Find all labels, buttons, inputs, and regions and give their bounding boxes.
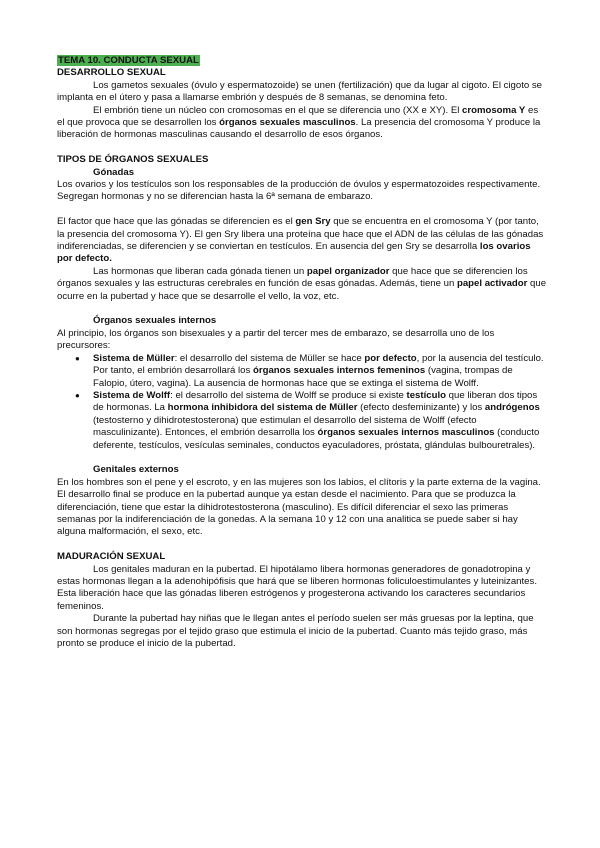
section-heading-maduracion: MADURACIÓN SEXUAL — [57, 551, 166, 563]
paragraph: El factor que hace que las gónadas se diferencien es el gen Sry que se encuentra en el cromosoma Y (por tanto, la presencia del cromosoma Y). El gen Sry libera una proteína que hace que el ADN de las células de las gónadas indiferenciadas, se diferencien y se conviertan en testículos. En ausencia del gen Sry se desarrolla los ovarios por defecto. — [57, 216, 544, 265]
subheading-externos: Genitales externos — [93, 464, 179, 476]
section-heading-tipos: TIPOS DE ÓRGANOS SEXUALES — [57, 154, 209, 166]
list-item: ● Sistema de Wolff: el desarrollo del sistema de Wolff se produce si existe testículo que liberan dos tipos de hormonas. La hormona inhibidora del sistema de Müller (efecto desfeminizante) y los andrógenos (testosterno y dihidrotestosterona) que estimulan el desarrollo del sistema de Wolff (efecto masculinizante). Entonces, el embrión desarrolla los órganos sexuales internos masculinos (conducto deferente, testículos, vesículas seminales, conductos eyaculadores, próstata, glándulas bulbouretrales). — [93, 390, 547, 452]
list-item: ● Sistema de Müller: el desarrollo del sistema de Müller se hace por defecto, por la ausencia del testículo. Por tanto, el embrión desarrollará los órganos sexuales internos femeninos (vagina, trompas de Falopio, útero, vagina). La ausencia de hormonas hace que se extinga el sistema de Wolff. — [93, 353, 547, 390]
subheading-gonadas: Gónadas — [93, 166, 135, 178]
bullet-list — [57, 353, 547, 452]
paragraph: Los genitales maduran en la pubertad. El hipotálamo libera hormonas generadores de gonadotropina y estas hormonas llegan a la adenohipófisis que hará que se liberen hormonas foliculoestimulantes y luteinizantes. Esta liberación hace que las gónadas liberen estrógenos y progesterona activando los caracteres secundarios femeninos. — [57, 563, 537, 612]
paragraph: Al principio, los órganos son bisexuales y a partir del tercer mes de embarazo, se desarrolla uno de los precursores: — [57, 327, 495, 352]
subheading-internos: Órganos sexuales internos — [93, 315, 217, 327]
paragraph: Las hormonas que liberan cada gónada tienen un papel organizador que hace que se diferencien los órganos sexuales y las estructuras cerebrales en función de esas gónadas. Además, tiene un papel activador que ocurre en la pubertad y hace que se desarrolle el vello, la voz, etc. — [57, 265, 547, 302]
paragraph: El embrión tiene un núcleo con cromosomas en el que se diferencia uno (XX e XY). El cromosoma Y es el que provoca que se desarrollen los órganos sexuales masculinos. La presencia del cromosoma Y produce la liberación de hormonas masculinas causando el desarrollo de esos órganos. — [57, 104, 541, 141]
document-page — [57, 55, 547, 650]
paragraph: Los ovarios y los testículos son los responsables de la producción de óvulos y espermatozoides respectivamente. Segregan hormonas y no se diferencian hasta la 6ª semana de embarazo. — [57, 179, 541, 203]
paragraph: Durante la pubertad hay niñas que le llegan antes el período suelen ser más gruesas por la leptina, que son hormonas segregas por el tejido graso que estimula el inicio de la pubertad. Cuanto más tejido graso, más pronto se produce el inicio de la pubertad. — [57, 613, 534, 650]
paragraph: En los hombres son el pene y el escroto, y en las mujeres son los labios, el clítoris y la parte externa de la vagina. El desarrollo final se produce en la pubertad aunque ya estan desde el nacimiento. Para que se produzca la diferenciación, tiene que estar la dihidrotestosterona (masculino). Es difícil diferenciar el sexo las primeras semanas por la indiferenciación de la gonedas. A la semana 10 y 12 con una analitica se puede saber si hay alguna malformación, el sexo, etc. — [57, 476, 541, 538]
document-title: TEMA 10. CONDUCTA SEXUAL — [58, 55, 199, 66]
section-heading-desarrollo: DESARROLLO SEXUAL — [57, 67, 166, 79]
paragraph: Los gametos sexuales (óvulo y espermatozoide) se unen (fertilización) que da lugar al cigoto. El cigoto se implanta en el útero y pasa a llamarse embrión y después de 8 semanas, se denomina feto. — [57, 79, 543, 104]
